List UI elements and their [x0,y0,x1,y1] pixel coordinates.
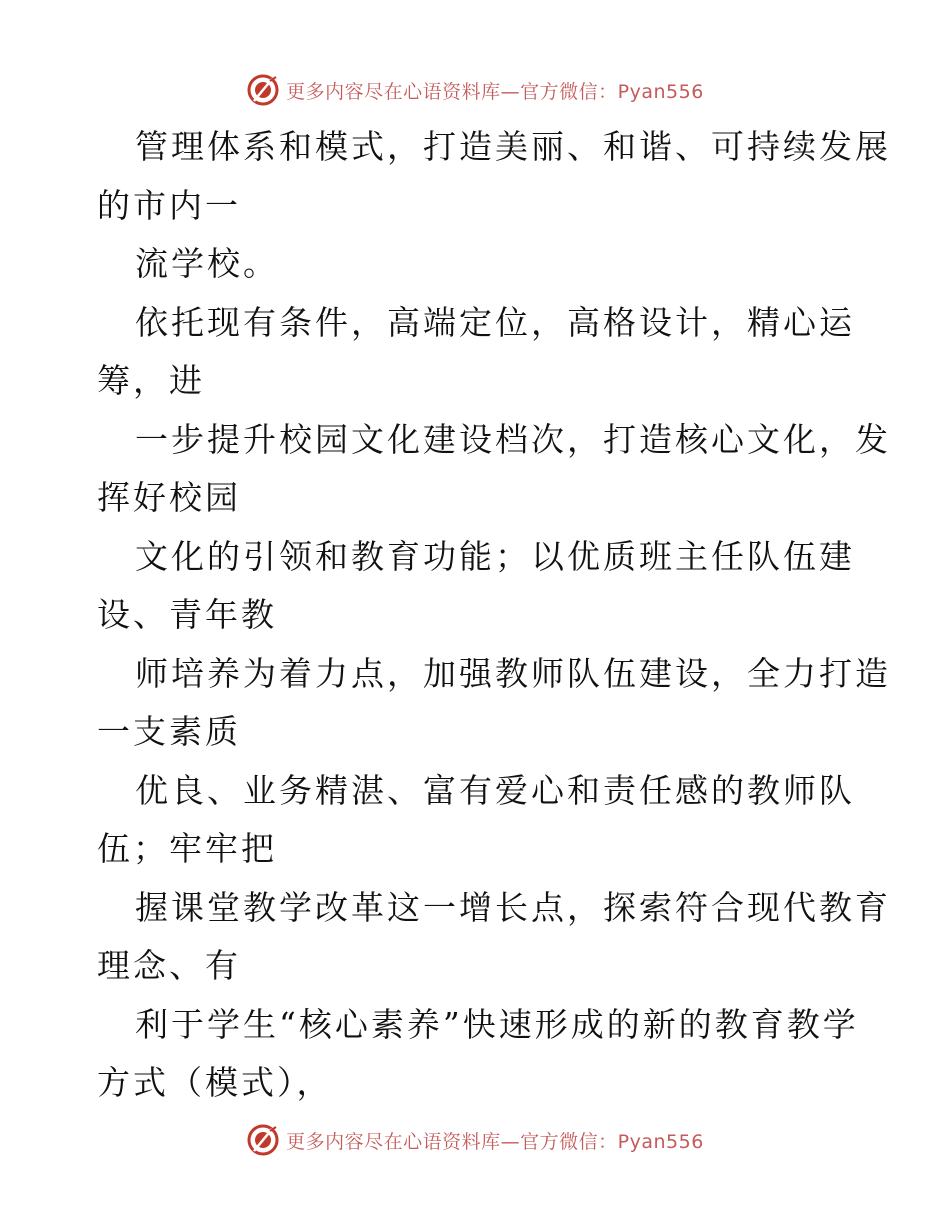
red-seal-pen-icon [246,1123,280,1157]
body-line: 理念、有 [97,946,241,985]
body-line: 方式（模式）， [97,1063,333,1102]
body-line: 流学校。 [135,244,279,283]
body-line: 利于学生“核心素养”快速形成的新的教育教学 [135,1004,859,1044]
watermark-text: 更多内容尽在心语资料库—官方微信：Pyan556 [286,80,704,103]
body-line: 挥好校园 [97,478,241,517]
body-line: 文化的引领和教育功能；以优质班主任队伍建 [135,536,855,576]
watermark-text: 更多内容尽在心语资料库—官方微信：Pyan556 [286,1130,704,1153]
body-line: 一支素质 [97,712,241,751]
body-line: 师培养为着力点，加强教师队伍建设，全力打造 [135,653,891,693]
body-line: 依托现有条件，高端定位，高格设计，精心运 [135,302,855,342]
red-seal-pen-icon [246,73,280,107]
document-body [97,118,891,1113]
footer-watermark [0,1120,950,1160]
body-line: 优良、业务精湛、富有爱心和责任感的教师队 [135,770,855,810]
body-line: 伍；牢牢把 [97,829,277,868]
body-line: 管理体系和模式，打造美丽、和谐、可持续发展 [135,127,891,166]
body-line: 一步提升校园文化建设档次，打造核心文化，发 [135,419,891,459]
body-line: 握课堂教学改革这一增长点，探索符合现代教育 [135,887,891,927]
body-line: 设、青年教 [97,595,277,634]
body-line: 筹，进 [97,361,205,400]
body-line: 的市内一 [97,185,241,225]
header-watermark [0,70,950,110]
